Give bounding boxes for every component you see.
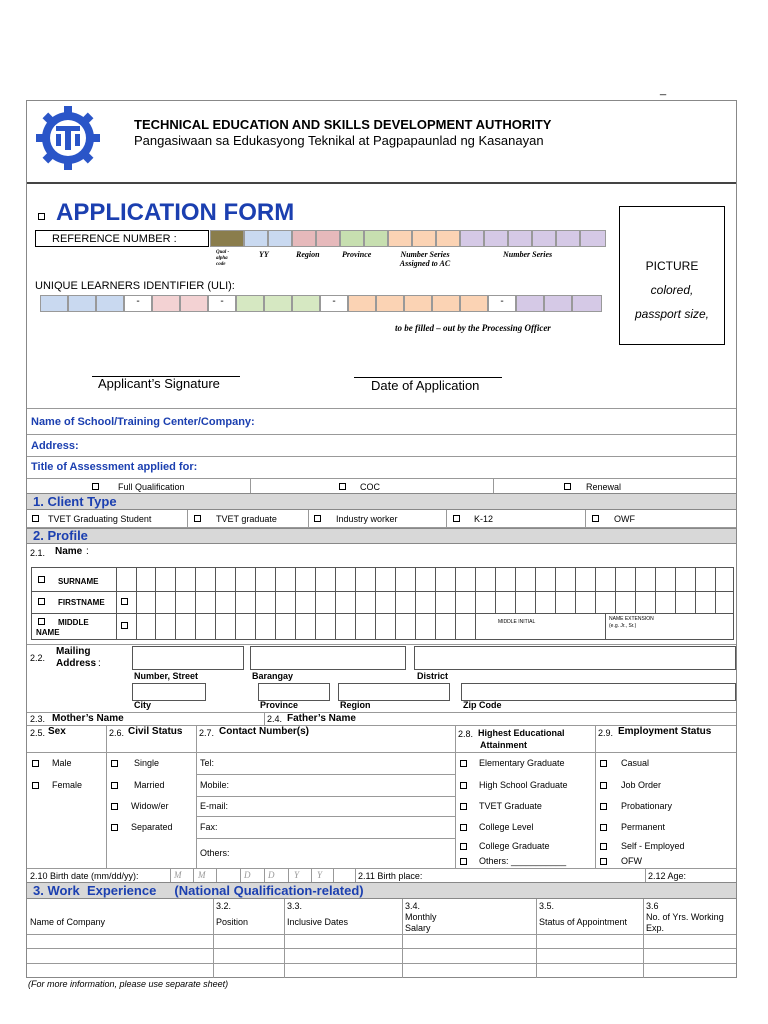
corner-mark: _ — [660, 84, 667, 96]
emp-permanent-checkbox[interactable] — [600, 824, 607, 831]
edu-college-grad-label: College Graduate — [479, 841, 550, 851]
education-label-2: Attainment — [480, 740, 527, 750]
profile-heading: 2. Profile — [33, 528, 88, 543]
emp-ofw-checkbox[interactable] — [600, 858, 607, 865]
emp-joborder-checkbox[interactable] — [600, 782, 607, 789]
single-label: Single — [134, 758, 160, 768]
uli-cell[interactable] — [348, 295, 376, 312]
female-checkbox[interactable] — [32, 782, 39, 789]
emp-ofw-label: OFW — [621, 856, 642, 866]
edu-others-checkbox[interactable] — [460, 858, 467, 865]
uli-separator: - — [208, 295, 236, 312]
school-label: Name of School/Training Center/Company: — [31, 416, 255, 428]
widower-checkbox[interactable] — [111, 803, 118, 810]
ref-code-qual: Qual - alpha code — [216, 250, 230, 267]
edu-elementary-label: Elementary Graduate — [479, 758, 565, 768]
edu-highschool-checkbox[interactable] — [460, 782, 467, 789]
civil-number: 2.6. — [109, 728, 125, 738]
sex-number: 2.5. — [30, 728, 46, 738]
contact-label: Contact Number(s) — [219, 726, 310, 737]
renewal-checkbox[interactable] — [564, 483, 571, 490]
ref-cell[interactable] — [484, 230, 508, 247]
married-checkbox[interactable] — [111, 782, 118, 789]
emp-joborder-label: Job Order — [621, 780, 662, 790]
uli-cell[interactable] — [460, 295, 488, 312]
uli-cell[interactable] — [516, 295, 544, 312]
uli-cell[interactable] — [96, 295, 124, 312]
province-label: Province — [260, 700, 299, 710]
work-col-position-num: 3.2. — [216, 901, 232, 911]
single-checkbox[interactable] — [111, 760, 118, 767]
edu-college-grad-checkbox[interactable] — [460, 843, 467, 850]
uli-separator: - — [124, 295, 152, 312]
uli-cell[interactable] — [264, 295, 292, 312]
ref-cell[interactable] — [412, 230, 436, 247]
k12-checkbox[interactable] — [453, 515, 460, 522]
owf-label: OWF — [614, 514, 635, 524]
ref-cell[interactable] — [268, 230, 292, 247]
processing-note: to be filled – out by the Processing Officer — [395, 323, 551, 333]
firstname-extra-checkbox[interactable] — [121, 598, 128, 605]
work-col-dates: Inclusive Dates — [287, 917, 349, 927]
uli-cell[interactable] — [180, 295, 208, 312]
picture-box[interactable] — [619, 206, 725, 345]
work-col-position: Position — [216, 917, 249, 927]
ref-cell[interactable] — [388, 230, 412, 247]
mobile-label: Mobile: — [200, 780, 230, 790]
birth-year-1: Y — [294, 870, 300, 880]
ref-cell[interactable] — [244, 230, 268, 247]
ref-cell[interactable] — [508, 230, 532, 247]
birthplace-label: 2.11 Birth place: — [358, 871, 423, 881]
zip-code-label: Zip Code — [463, 700, 502, 710]
emp-self-label: Self - Employed — [621, 841, 685, 851]
ref-code-series-ac: Number Series Assigned to AC — [399, 250, 451, 268]
owf-checkbox[interactable] — [592, 515, 599, 522]
firstname-label: FIRSTNAME — [58, 598, 105, 607]
middle-extra-checkbox[interactable] — [121, 622, 128, 629]
uli-separator: - — [488, 295, 516, 312]
civil-status-label: Civil Status — [128, 726, 183, 737]
surname-label: SURNAME — [58, 577, 99, 586]
ref-cell[interactable] — [210, 230, 244, 247]
applicant-signature-label: Applicant’s Signature — [98, 376, 220, 391]
province-field[interactable] — [258, 683, 330, 701]
female-label: Female — [52, 780, 83, 790]
date-of-application-label: Date of Application — [371, 378, 480, 393]
edu-others-label: Others: ___________ — [479, 856, 567, 866]
separated-checkbox[interactable] — [111, 824, 118, 831]
work-col-status-num: 3.5. — [539, 901, 555, 911]
email-label: E-mail: — [200, 801, 229, 811]
full-qualification-checkbox[interactable] — [92, 483, 99, 490]
emp-probationary-checkbox[interactable] — [600, 803, 607, 810]
mother-number: 2.3. — [30, 714, 46, 724]
tvet-graduate-label: TVET graduate — [216, 514, 277, 524]
zip-code-field[interactable] — [461, 683, 736, 701]
reference-number-label: REFERENCE NUMBER : — [35, 230, 209, 247]
coc-checkbox[interactable] — [339, 483, 346, 490]
age-label: 2.12 Age: — [648, 871, 687, 881]
title-checkbox[interactable] — [38, 213, 45, 220]
form-title: APPLICATION FORM — [56, 199, 295, 226]
uli-label: UNIQUE LEARNERS IDENTIFIER (ULI): — [35, 280, 235, 292]
org-title: TECHNICAL EDUCATION AND SKILLS DEVELOPMENT AUTHORITY — [134, 117, 552, 132]
barangay-label: Barangay — [252, 671, 294, 681]
birth-month-2: M — [198, 870, 206, 880]
tesda-logo — [34, 104, 102, 172]
work-col-company: Name of Company — [30, 917, 106, 927]
ref-code-region: Region — [296, 250, 320, 259]
uli-cell[interactable] — [40, 295, 68, 312]
work-heading: 3. Work Experience (National Qualification-related) — [33, 883, 364, 898]
tvet-graduating-checkbox[interactable] — [32, 515, 39, 522]
tvet-graduate-checkbox[interactable] — [194, 515, 201, 522]
sex-label: Sex — [48, 726, 66, 737]
emp-probationary-label: Probationary — [621, 801, 673, 811]
uli-cell[interactable] — [432, 295, 460, 312]
full-qualification-label: Full Qualification — [118, 482, 185, 492]
name-label: Name — [55, 546, 83, 557]
education-label: Highest Educational — [478, 728, 565, 738]
middle-label: MIDDLE — [58, 618, 89, 627]
city-label: City — [134, 700, 152, 710]
uli-cell[interactable] — [544, 295, 572, 312]
edu-college-level-checkbox[interactable] — [460, 824, 467, 831]
work-col-status: Status of Appointment — [539, 917, 628, 927]
industry-worker-checkbox[interactable] — [314, 515, 321, 522]
emp-self-checkbox[interactable] — [600, 843, 607, 850]
number-street-field[interactable] — [132, 646, 244, 670]
name-number: 2.1. — [30, 548, 46, 558]
emp-permanent-label: Permanent — [621, 822, 666, 832]
mother-name-label: Mother’s Name — [52, 713, 124, 724]
edu-college-level-label: College Level — [479, 822, 534, 832]
coc-label: COC — [360, 482, 380, 492]
edu-tvet-checkbox[interactable] — [460, 803, 467, 810]
married-label: Married — [134, 780, 165, 790]
emp-casual-label: Casual — [621, 758, 650, 768]
male-checkbox[interactable] — [32, 760, 39, 767]
ref-cell[interactable] — [532, 230, 556, 247]
edu-tvet-label: TVET Graduate — [479, 801, 542, 811]
uli-separator: - — [320, 295, 348, 312]
footer-note: (For more information, please use separate sheet) — [28, 979, 229, 989]
employment-number: 2.9. — [598, 728, 614, 738]
father-number: 2.4. — [267, 714, 283, 724]
picture-label: PICTURE — [645, 259, 699, 273]
work-col-years-num: 3.6 — [646, 901, 659, 911]
uli-cell[interactable] — [376, 295, 404, 312]
firstname-checkbox[interactable] — [38, 598, 45, 605]
birthdate-label: 2.10 Birth date (mm/dd/yy): — [30, 871, 139, 881]
birth-day-2: D — [268, 870, 275, 880]
ref-cell[interactable] — [292, 230, 316, 247]
tel-label: Tel: — [200, 758, 215, 768]
uli-cell[interactable] — [68, 295, 96, 312]
mailing-label: Mailing — [56, 646, 91, 657]
ref-code-yy: YY — [259, 250, 269, 259]
uli-cell[interactable] — [236, 295, 264, 312]
work-col-years: No. of Yrs. Working Exp. — [646, 912, 724, 933]
ref-code-series: Number Series — [503, 250, 553, 259]
client-type-section-bar — [27, 493, 736, 510]
edu-elementary-checkbox[interactable] — [460, 760, 467, 767]
uli-cell[interactable] — [152, 295, 180, 312]
work-col-salary-num: 3.4. — [405, 901, 421, 911]
name-extension-label: NAME EXTENSION — [609, 616, 654, 622]
region-label: Region — [340, 700, 371, 710]
middle-name-label: NAME — [36, 628, 60, 637]
ref-cell[interactable] — [580, 230, 606, 247]
birth-month-1: M — [174, 870, 182, 880]
contact-number: 2.7. — [199, 728, 215, 738]
assessment-label: Title of Assessment applied for: — [31, 461, 198, 473]
k12-label: K-12 — [474, 514, 494, 524]
picture-colored: colored, — [650, 283, 694, 297]
fax-label: Fax: — [200, 822, 218, 832]
ref-code-province: Province — [342, 250, 372, 259]
ref-cell[interactable] — [316, 230, 340, 247]
ref-cell[interactable] — [340, 230, 364, 247]
others-contact-label: Others: — [200, 848, 230, 858]
barangay-field[interactable] — [250, 646, 406, 670]
name-extension-example: (e.g. Jr., Sr.) — [609, 623, 637, 629]
address-label: Address: — [31, 440, 79, 452]
edu-highschool-label: High School Graduate — [479, 780, 568, 790]
uli-cell[interactable] — [572, 295, 602, 312]
surname-checkbox[interactable] — [38, 576, 45, 583]
ref-cell[interactable] — [364, 230, 388, 247]
education-number: 2.8. — [458, 729, 474, 739]
middle-initial-label: MIDDLE INITIAL — [498, 619, 536, 625]
work-col-salary: Monthly Salary — [405, 912, 437, 933]
emp-casual-checkbox[interactable] — [600, 760, 607, 767]
number-street-label: Number, Street — [134, 671, 199, 681]
father-name-label: Father’s Name — [287, 713, 356, 724]
industry-worker-label: Industry worker — [336, 514, 398, 524]
widower-label: Widow/er — [131, 801, 169, 811]
uli-cell[interactable] — [292, 295, 320, 312]
org-subtitle: Pangasiwaan sa Edukasyong Teknikal at Pagpapaunlad ng Kasanayan — [134, 133, 544, 148]
birth-day-1: D — [244, 870, 251, 880]
district-label: District — [417, 671, 449, 681]
region-field[interactable] — [338, 683, 450, 701]
mailing-number: 2.2. — [30, 653, 46, 663]
renewal-label: Renewal — [586, 482, 622, 492]
district-field[interactable] — [414, 646, 736, 670]
client-type-heading: 1. Client Type — [33, 494, 117, 509]
picture-size: passport size, — [634, 307, 710, 321]
profile-section-bar — [27, 528, 736, 544]
middle-checkbox[interactable] — [38, 618, 45, 625]
ref-cell[interactable] — [460, 230, 484, 247]
separated-label: Separated — [131, 822, 173, 832]
ref-cell[interactable] — [436, 230, 460, 247]
ref-cell[interactable] — [556, 230, 580, 247]
work-col-dates-num: 3.3. — [287, 901, 303, 911]
uli-cell[interactable] — [404, 295, 432, 312]
tvet-graduating-label: TVET Graduating Student — [48, 514, 152, 524]
mailing-address-label: Address — [56, 658, 97, 669]
birth-year-2: Y — [317, 870, 323, 880]
employment-label: Employment Status — [618, 726, 712, 737]
city-field[interactable] — [132, 683, 206, 701]
male-label: Male — [52, 758, 72, 768]
